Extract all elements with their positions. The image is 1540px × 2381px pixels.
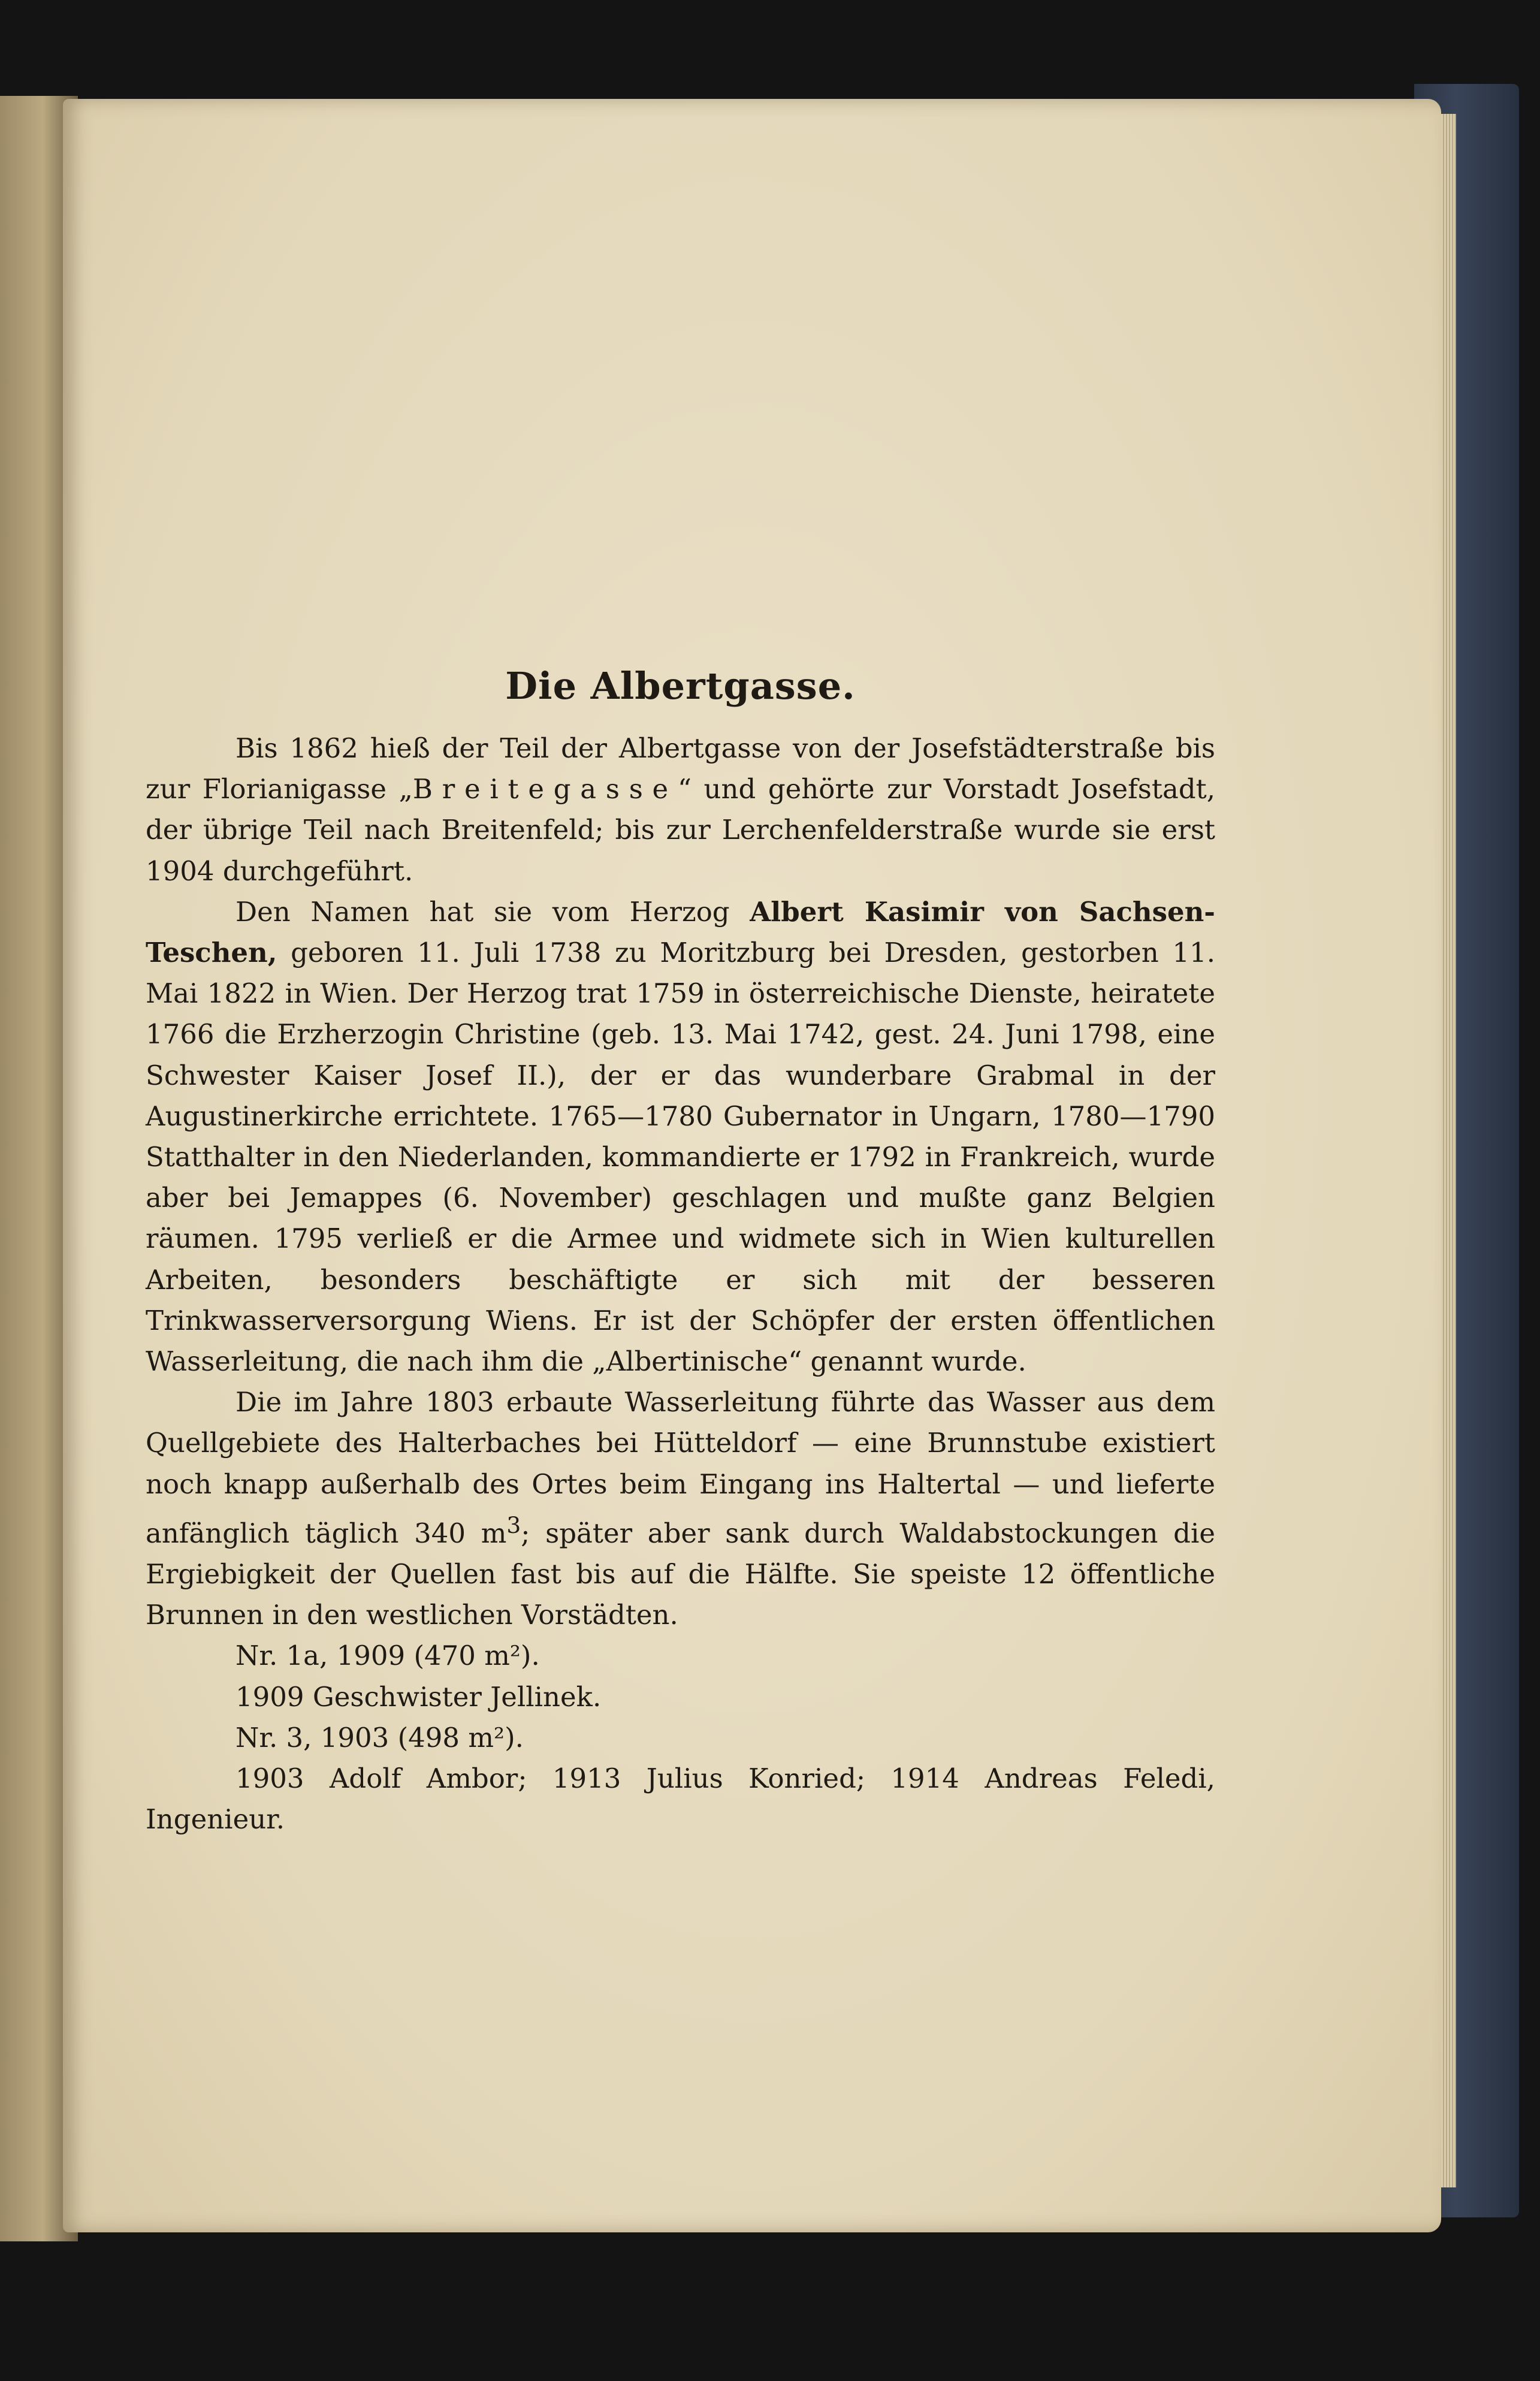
- paragraph-water-supply: [146, 1382, 1215, 1635]
- entry-nr1-owner: 1909 Geschwister Jellinek.: [235, 1680, 602, 1713]
- paragraph-history: [146, 728, 1215, 892]
- entry-nr3-owners: 1903 Adolf Ambor; 1913 Julius Konried; 1914 Andreas Feledi, Ingenieur.: [146, 1763, 1215, 1836]
- paragraph-namesake-text-b: geboren 11. Juli 1738 zu Moritzburg bei Dresden, gestorben 11. Mai 1822 in Wien. Der Herzog trat 1759 in österreichische Dienste, heiratete 1766 die Erzherzogin Christine (geb. 13. Mai 1742, gest. 24. Juni 1798, eine Schwester Kaiser Josef II.), der er das wunderbare Grabmal in der Augustinerkirche errichtete. 1765—1780 Gubernator in Ungarn, 1780—1790 Statthalter in den Niederlanden, kommandierte er 1792 in Frankreich, wurde aber bei Jemappes (6. November) geschlagen und mußte ganz Belgien räumen. 1795 verließ er die Armee und widmete sich in Wien kulturellen Arbeiten, besonders beschäftigte er sich mit der besseren Trinkwasserversorgung Wiens. Er ist der Schöpfer der ersten öffentlichen Wasserleitung, die nach ihm die „Albertinische“ genannt wurde.: [146, 937, 1215, 1378]
- entry-nr1: Nr. 1a, 1909 (470 m²).: [235, 1640, 540, 1672]
- entry-nr3: Nr. 3, 1903 (498 m²).: [235, 1721, 524, 1754]
- old-street-name: Breitegasse: [412, 773, 678, 805]
- page-title: Die Albertgasse.: [505, 664, 856, 708]
- paragraph-history-text-b: “ und gehörte zur Vorstadt Josefstadt, der übrige Teil nach Breitenfeld; bis zur Lerchenfelderstraße wurde sie erst 1904 durchgeführt.: [146, 773, 1216, 887]
- paragraph-water-supply-text-b: ; später aber sank durch Waldabstockungen die Ergiebigkeit der Quellen fast bis auf die Hälfte. Sie speiste 12 öffentliche Brunnen in den westlichen Vorstädten.: [146, 1517, 1216, 1631]
- namesake-name: Albert Kasimir von Sachsen-Teschen,: [146, 895, 1215, 969]
- paragraph-namesake-text-a: Den Namen hat sie vom Herzog: [235, 895, 750, 928]
- text-block: [146, 662, 1215, 1840]
- paragraph-namesake: [146, 892, 1215, 1382]
- paragraph-history-text-a: Bis 1862 hieß der Teil der Albertgasse von der Josefstädterstraße bis zur Florianigasse „: [146, 732, 1215, 805]
- paragraph-water-supply-text-a: Die im Jahre 1803 erbaute Wasserleitung führte das Wasser aus dem Quellgebiete des Halterbaches bei Hütteldorf — eine Brunnstube existiert noch knapp außerhalb des Ortes beim Eingang ins Haltertal — und lieferte anfänglich täglich 340 m: [146, 1386, 1215, 1549]
- superscript-three: 3: [506, 1511, 521, 1538]
